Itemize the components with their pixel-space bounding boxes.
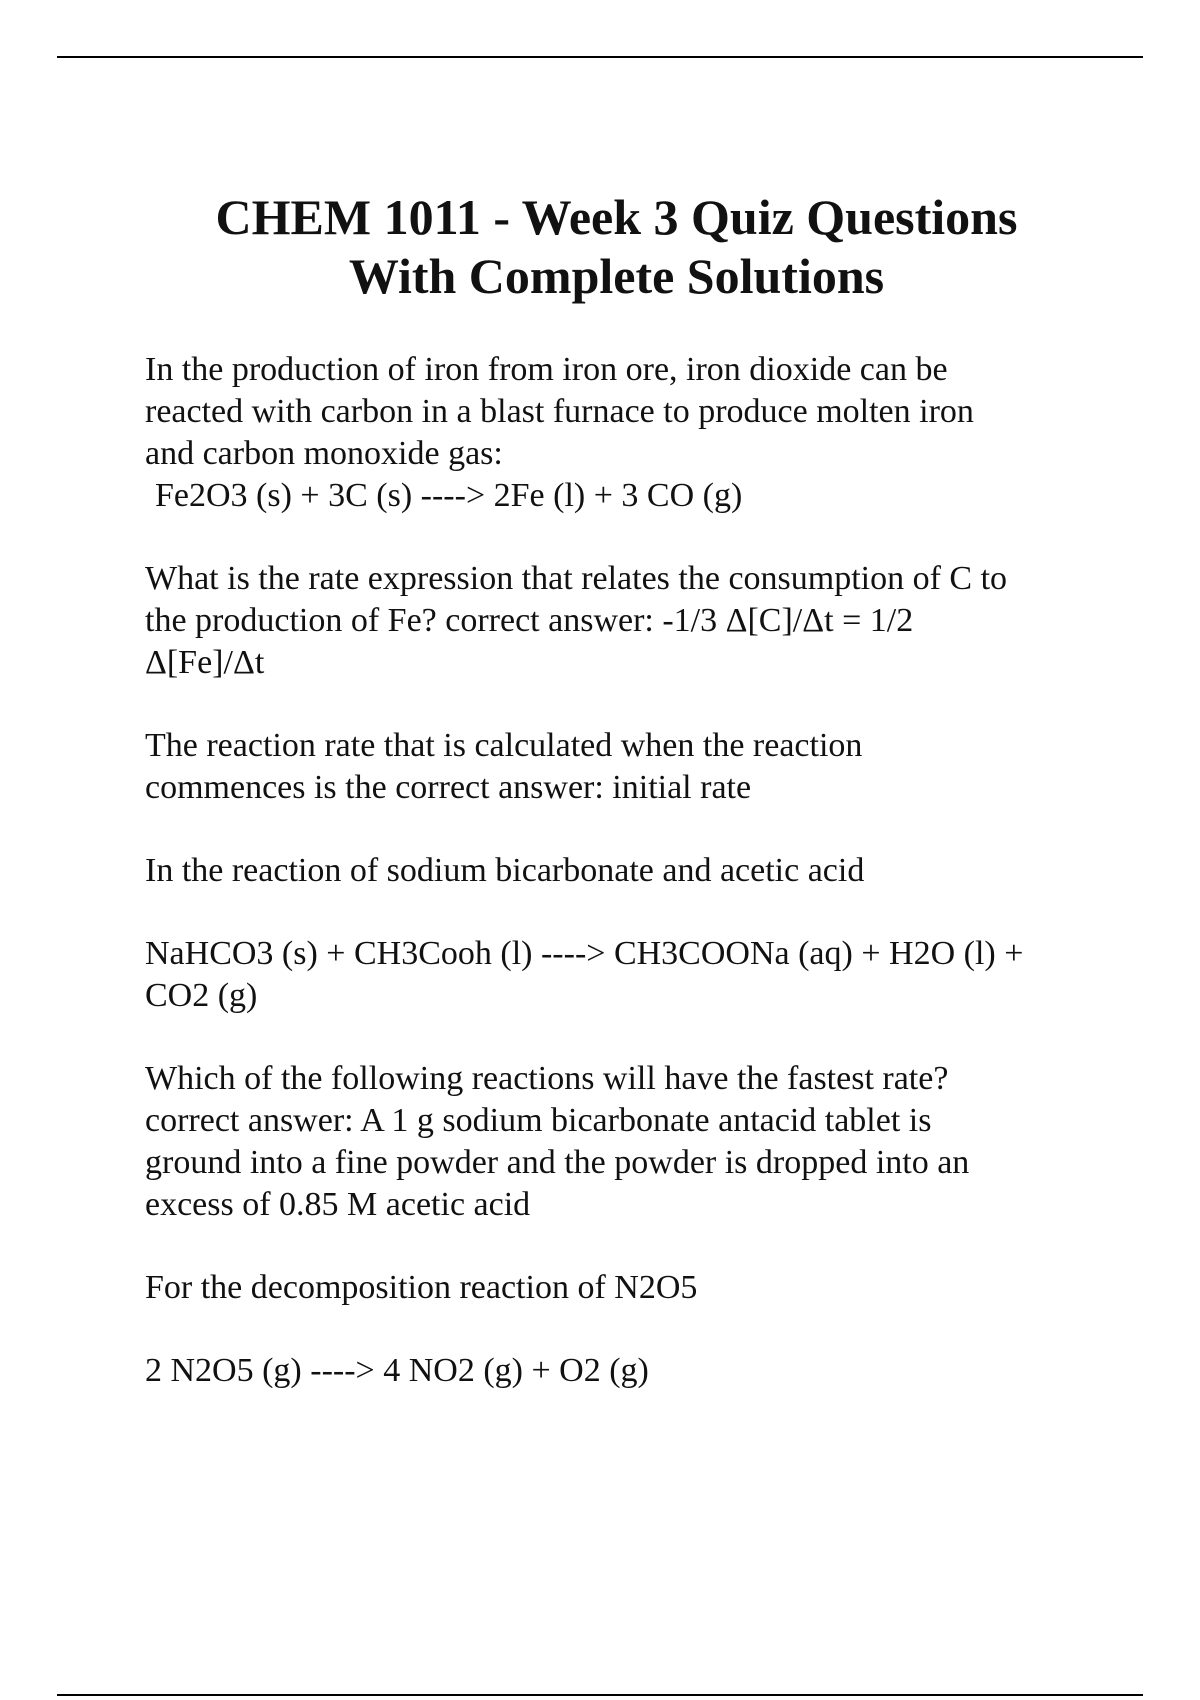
- text-line: commences is the correct answer: initial rate: [145, 769, 752, 806]
- equation-line: 2 N2O5 (g) ----> 4 NO2 (g) + O2 (g): [145, 1352, 649, 1389]
- equation-line: NaHCO3 (s) + CH3Cooh (l) ----> CH3COONa (aq) + H2O (l) +: [145, 935, 1024, 972]
- text-line: Which of the following reactions will have the fastest rate?: [145, 1060, 949, 1097]
- text-line: the production of Fe? correct answer: -1/3 Δ[C]/Δt = 1/2: [145, 602, 914, 639]
- top-divider: [57, 56, 1143, 58]
- bottom-divider: [57, 1694, 1143, 1696]
- title-line: CHEM 1011 - Week 3 Quiz Questions: [215, 189, 1018, 245]
- paragraph-iron-production: [145, 349, 1105, 517]
- paragraph-initial-rate: [145, 725, 1105, 809]
- paragraph-n2o5-equation: [145, 1350, 1105, 1392]
- text-line: reacted with carbon in a blast furnace to produce molten iron: [145, 393, 974, 430]
- text-line: What is the rate expression that relates the consumption of C to: [145, 560, 1008, 597]
- text-line: and carbon monoxide gas:: [145, 435, 503, 472]
- text-line: In the reaction of sodium bicarbonate and acetic acid: [145, 852, 865, 889]
- text-line: excess of 0.85 M acetic acid: [145, 1186, 531, 1223]
- text-line: The reaction rate that is calculated when the reaction: [145, 727, 863, 764]
- paragraph-rate-expression: [145, 558, 1105, 684]
- equation-line: Fe2O3 (s) + 3C (s) ----> 2Fe (l) + 3 CO (g): [155, 477, 743, 514]
- paragraph-sodium-bicarbonate: [145, 850, 1105, 892]
- equation-line: CO2 (g): [145, 977, 258, 1014]
- text-line: Δ[Fe]/Δt: [145, 644, 265, 681]
- paragraph-n2o5-decomposition: [145, 1267, 1105, 1309]
- document-body: [145, 349, 1105, 1433]
- text-line: correct answer: A 1 g sodium bicarbonate antacid tablet is: [145, 1102, 932, 1139]
- text-line: ground into a fine powder and the powder is dropped into an: [145, 1144, 970, 1181]
- title-line: With Complete Solutions: [348, 248, 885, 304]
- text-line: In the production of iron from iron ore, iron dioxide can be: [145, 351, 948, 388]
- document-title: [0, 188, 1200, 306]
- paragraph-bicarbonate-equation: [145, 933, 1105, 1017]
- paragraph-fastest-rate: [145, 1058, 1105, 1226]
- text-line: For the decomposition reaction of N2O5: [145, 1269, 698, 1306]
